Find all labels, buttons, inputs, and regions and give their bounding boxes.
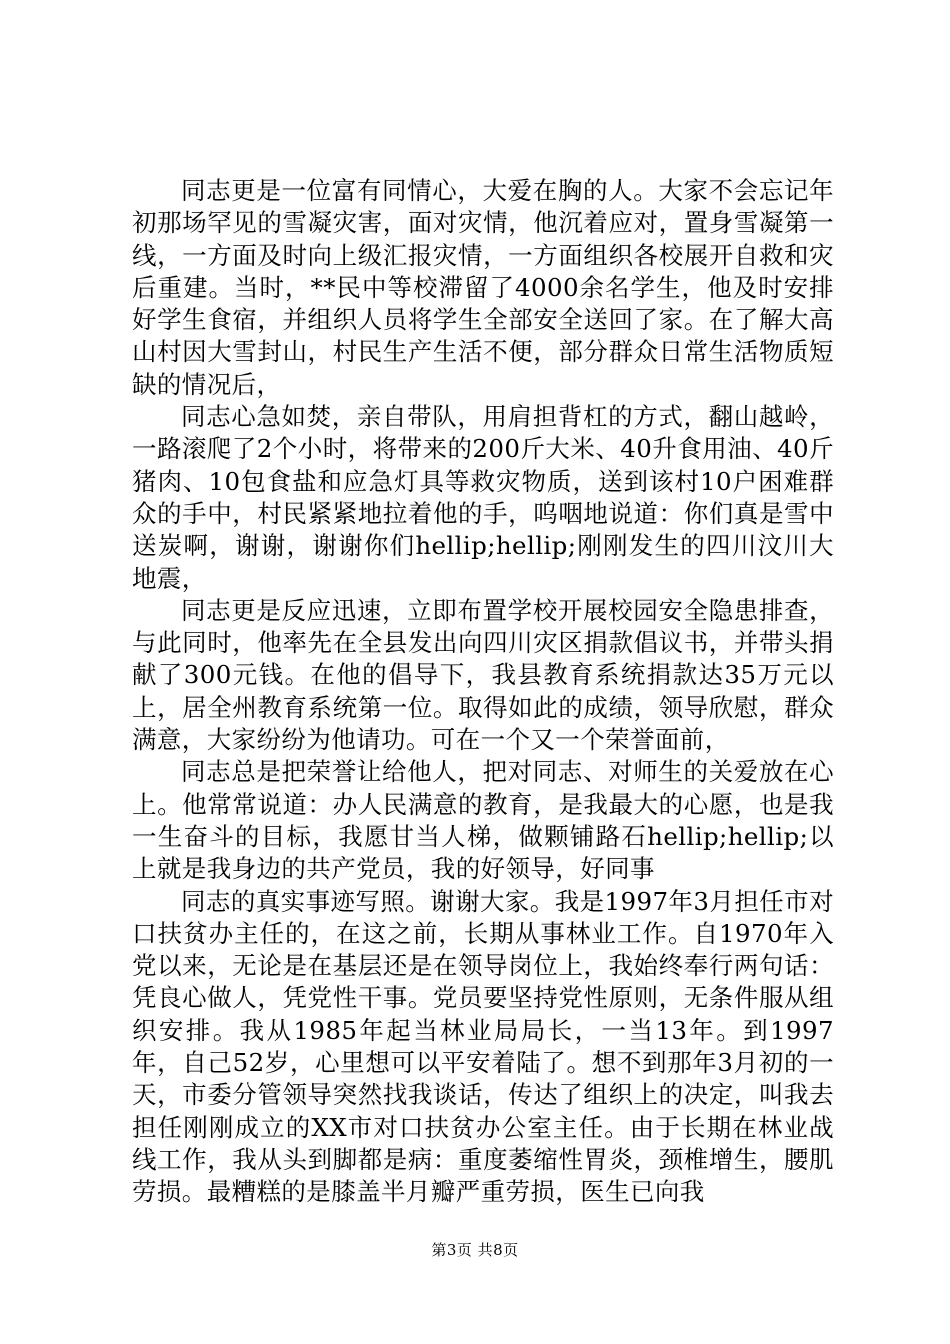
- paragraph-2: 同志心急如焚，亲自带队，用肩担背杠的方式，翻山越岭，一路滚爬了2个小时，将带来的200斤大米、40升食用油、40斤猪肉、10包食盐和应急灯具等救灾物质，送到该村10户困难群众的手中，村民紧紧地拉着他的手，呜咽地说道：你们真是雪中送炭啊，谢谢，谢谢你们hellip;hellip;刚刚发生的四川汶川大地震，: [132, 402, 834, 593]
- page-number-footer: 第3页 共8页: [431, 1241, 519, 1259]
- paragraph-4: 同志总是把荣誉让给他人，把对同志、对师生的关爱放在心上。他常常说道：办人民满意的教育，是我最大的心愿，也是我一生奋斗的目标，我愿甘当人梯，做颗铺路石hellip;hellip;以上就是我身边的共产党员，我的好领导，好同事: [132, 757, 834, 884]
- document-body: [132, 175, 834, 1209]
- paragraph-5: 同志的真实事迹写照。谢谢大家。我是1997年3月担任市对口扶贫办主任的，在这之前，长期从事林业工作。自1970年入党以来，无论是在基层还是在领导岗位上，我始终奉行两句话：凭良心做人，凭党性干事。党员要坚持党性原则，无条件服从组织安排。我从1985年起当林业局局长，一当13年。到1997年，自己52岁，心里想可以平安着陆了。想不到那年3月初的一天，市委分管领导突然找我谈话，传达了组织上的决定，叫我去担任刚刚成立的XX市对口扶贫办公室主任。由于长期在林业战线工作，我从头到脚都是病：重度萎缩性胃炎，颈椎增生，腰肌劳损。最糟糕的是膝盖半月瓣严重劳损，医生已向我: [132, 886, 834, 1207]
- paragraph-1: 同志更是一位富有同情心，大爱在胸的人。大家不会忘记年初那场罕见的雪凝灾害，面对灾情，他沉着应对，置身雪凝第一线，一方面及时向上级汇报灾情，一方面组织各校展开自救和灾后重建。当时，**民中等校滞留了4000余名学生，他及时安排好学生食宿，并组织人员将学生全部安全送回了家。在了解大高山村因大雪封山，村民生产生活不便，部分群众日常生活物质短缺的情况后，: [132, 176, 834, 399]
- paragraph-3: 同志更是反应迅速，立即布置学校开展校园安全隐患排查，与此同时，他率先在全县发出向四川灾区捐款倡议书，并带头捐献了300元钱。在他的倡导下，我县教育系统捐款达35万元以上，居全州教育系统第一位。取得如此的成绩，领导欣慰，群众满意，大家纷纷为他请功。可在一个又一个荣誉面前，: [132, 595, 834, 755]
